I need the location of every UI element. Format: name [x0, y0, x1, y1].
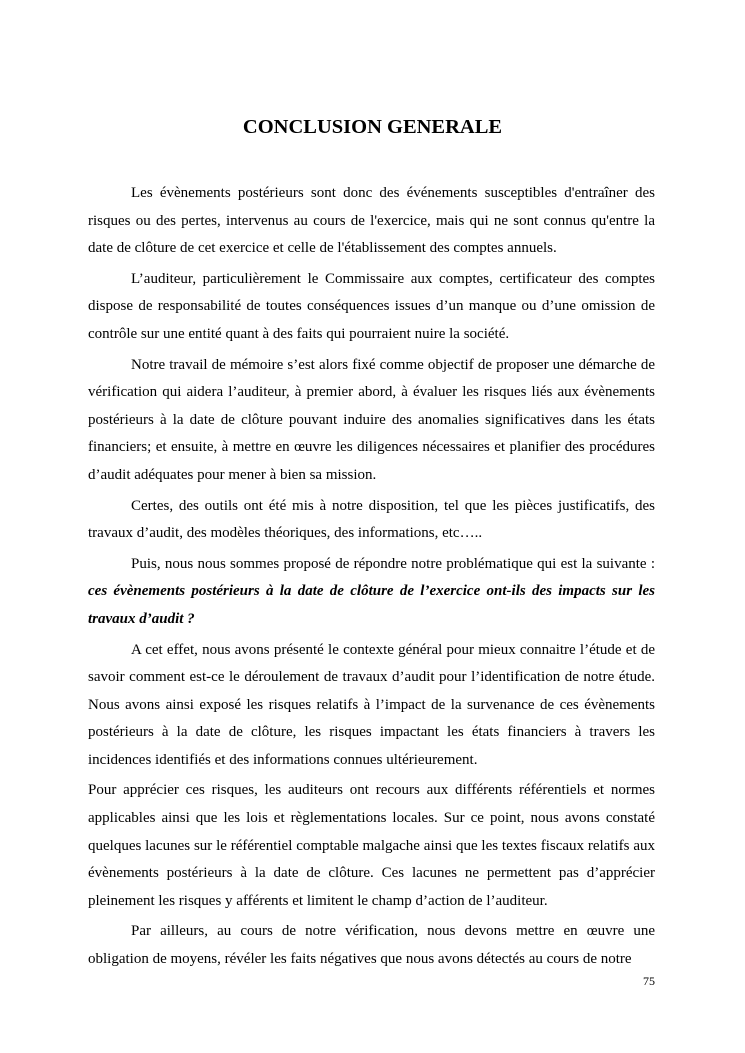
paragraph-4: Certes, des outils ont été mis à notre disposition, tel que les pièces justificatifs, des travaux d’audit, des modèles théoriques, des informations, etc…..: [88, 497, 655, 542]
paragraph-7: Pour apprécier ces risques, les auditeurs ont recours aux différents référentiels et normes applicables ainsi que les lois et règlementations locales. Sur ce point, nous avons constaté quelques lacunes sur le référentiel comptable malgache ainsi que les textes fiscaux relatifs aux évènements postérieurs à la date de clôture. Ces lacunes ne permettent pas d’apprécier pleinement les risques y afférents et limitent le champ d’action de l’auditeur.: [88, 782, 655, 909]
paragraph-5-text: Puis, nous nous sommes proposé de répondre notre problématique qui est la suivante :: [131, 555, 655, 572]
paragraph-6: A cet effet, nous avons présenté le contexte général pour mieux connaitre l’étude et de savoir comment est-ce le déroulement de travaux d’audit pour l’identification de notre étude. Nous avons ainsi exposé les risques relatifs à l’impact de la survenance de ces évènements postérieurs à la date de clôture, les risques impactant les états financiers à travers les incidences identifiés et des informations connues ultérieurement.: [88, 641, 655, 768]
paragraph-5: [88, 551, 655, 634]
paragraph-3: Notre travail de mémoire s’est alors fixé comme objectif de proposer une démarche de vérification qui aidera l’auditeur, à premier abord, à évaluer les risques liés aux évènements postérieurs à la date de clôture pouvant induire des anomalies significatives dans les états financiers; et ensuite, à mettre en œuvre les diligences nécessaires et planifier des procédures d’audit adéquates pour mener à bien sa mission.: [88, 356, 655, 483]
paragraph-8: Par ailleurs, au cours de notre vérification, nous devons mettre en œuvre une obligation de moyens, révéler les faits négatives que nous avons détectés au cours de notre: [88, 923, 655, 968]
body-text: [88, 180, 655, 974]
paragraph-2: L’auditeur, particulièrement le Commissaire aux comptes, certificateur des comptes dispose de responsabilité de toutes conséquences issues d’un manque ou d’une omission de contrôle sur une entité quant à des faits qui pourraient nuire la société.: [88, 270, 655, 342]
page-number: 75: [643, 974, 655, 988]
page-title: CONCLUSION GENERALE: [242, 116, 503, 138]
problematique-question: ces évènements postérieurs à la date de clôture de l’exercice ont-ils des impacts sur les travaux d’audit ?: [88, 583, 655, 627]
paragraph-1: Les évènements postérieurs sont donc des événements susceptibles d'entraîner des risques ou des pertes, intervenus au cours de l'exercice, mais qui ne sont connus qu'entre la date de clôture de cet exercice et celle de l'établissement des comptes annuels.: [88, 185, 655, 257]
